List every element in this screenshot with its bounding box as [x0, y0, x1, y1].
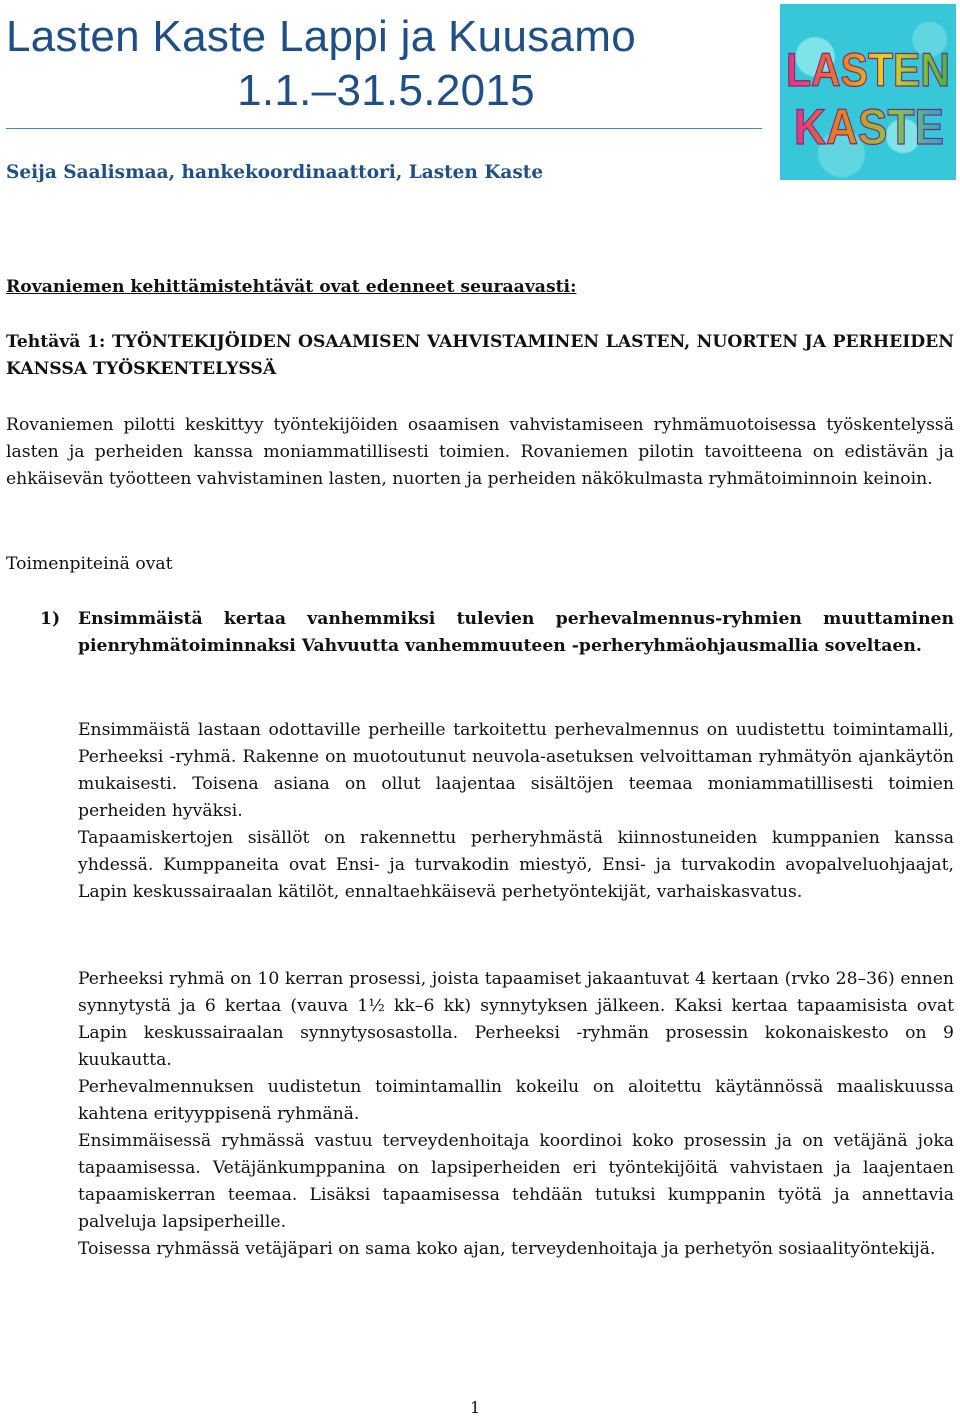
body-paragraph-group-2: [78, 966, 954, 1263]
document-title: [6, 10, 766, 118]
measures-label: Toimenpiteinä ovat: [6, 554, 173, 574]
logo-text-lasten: LASTEN: [786, 43, 950, 96]
title-line-1: Lasten Kaste Lappi ja Kuusamo: [6, 12, 637, 61]
list-item-number: 1): [40, 609, 61, 629]
author-line: Seija Saalismaa, hankekoordinaattori, Lasten Kaste: [6, 162, 544, 183]
intro-paragraph: Rovaniemen pilotti keskittyy työntekijöiden osaamisen vahvistamiseen ryhmämuotoisessa työskentelyssä lasten ja perheiden kanssa moniammatillisesti toimien. Rovaniemen pilotin tavoitteena on edistävän ja ehkäisevän työotteen vahvistaminen lasten, nuorten ja perheiden näkökulmasta ryhmätoiminnoin keinoin.: [6, 415, 954, 489]
list-item-text: Ensimmäistä kertaa vanhemmiksi tulevien perhevalmennus-ryhmien muuttaminen pienryhmätoiminnaksi Vahvuutta vanhemmuuteen -perheryhmäohjausmallia soveltaen.: [78, 609, 954, 656]
lasten-kaste-logo: [780, 4, 956, 180]
body-paragraph: Tapaamiskertojen sisällöt on rakennettu perheryhmästä kiinnostuneiden kumppanien kanssa yhdessä. Kumppaneita ovat Ensi- ja turvakodin miestyö, Ensi- ja turvakodin avopalveluohjaajat, Lapin keskussairaalan kätilöt, ennaltaehkäisevä perhetyöntekijät, varhaiskasvatus.: [78, 828, 954, 902]
body-paragraph-group-1: [78, 717, 954, 906]
task-heading: Tehtävä 1: TYÖNTEKIJÖIDEN OSAAMISEN VAHVISTAMINEN LASTEN, NUORTEN JA PERHEIDEN KANSSA TYÖSKENTELYSSÄ: [6, 332, 954, 379]
title-underline-divider: [6, 128, 762, 129]
logo-graphic: [780, 4, 956, 180]
body-paragraph: Ensimmäistä lastaan odottaville perheille tarkoitettu perhevalmennus on uudistettu toimintamalli, Perheeksi -ryhmä. Rakenne on muotoutunut neuvola-asetuksen velvoittaman ryhmätyön ajankäytön mukaisesti. Toisena asiana on ollut laajentaa sisältöjen teemaa moniammatillisesti toimien perheiden hyväksi.: [78, 720, 954, 821]
body-paragraph: Perheeksi ryhmä on 10 kerran prosessi, joista tapaamiset jakaantuvat 4 kertaan (rvko 28–36) ennen synnytystä ja 6 kertaa (vauva 1½ kk–6 kk) synnytyksen jälkeen. Kaksi kertaa tapaamisista ovat Lapin keskussairaalan synnytysosastolla. Perheeksi -ryhmän prosessin kokonaiskesto on 9 kuukautta.: [78, 969, 954, 1070]
title-line-2: 1.1.–31.5.2015: [237, 66, 535, 115]
body-paragraph: Perhevalmennuksen uudistetun toimintamallin kokeilu on aloitettu käytännössä maaliskuussa kahtena erityyppisenä ryhmänä.: [78, 1077, 954, 1124]
page-number: 1: [470, 1398, 481, 1417]
section-subheading: Rovaniemen kehittämistehtävät ovat edenneet seuraavasti:: [6, 277, 577, 297]
body-paragraph: Ensimmäisessä ryhmässä vastuu terveydenhoitaja koordinoi koko prosessin ja on vetäjänä joka tapaamisessa. Vetäjänkumppanina on lapsiperheiden eri työntekijöitä vahvistaen ja laajentaen tapaamiskerran teemaa. Lisäksi tapaamisessa tehdään tutuksi kumppanin työtä ja annettavia palveluja lapsiperheille.: [78, 1131, 954, 1232]
logo-text-kaste: KASTE: [794, 99, 944, 155]
body-paragraph: Toisessa ryhmässä vetäjäpari on sama koko ajan, terveydenhoitaja ja perhetyön sosiaalityöntekijä.: [78, 1239, 936, 1259]
